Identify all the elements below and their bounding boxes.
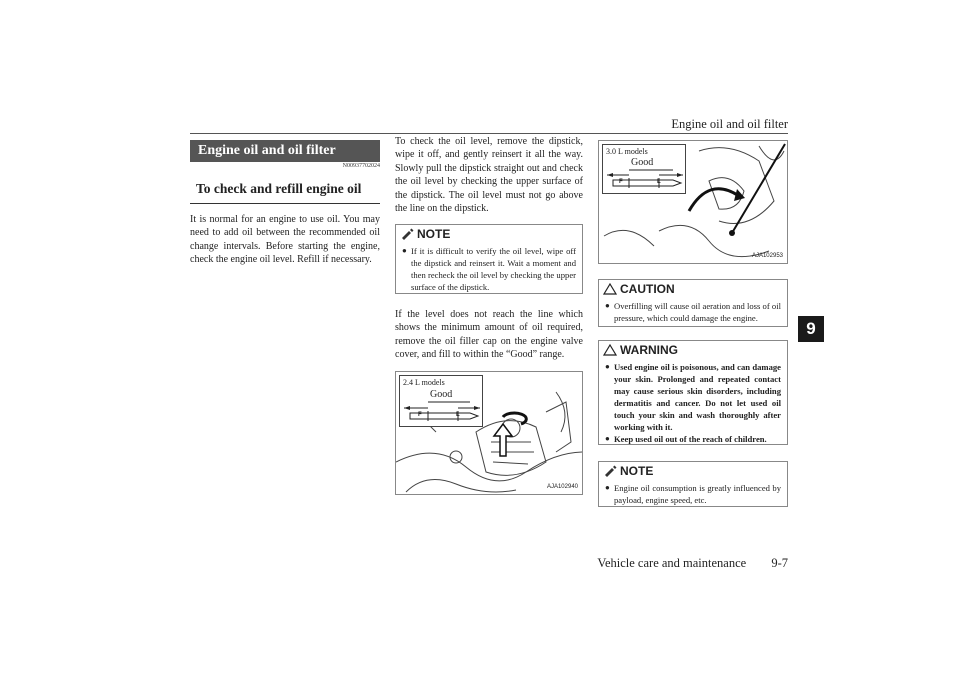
note-box-consumption	[598, 461, 788, 507]
dipstick-icon	[603, 145, 687, 195]
dipstick-inset: 3.0 L models Good F L	[602, 144, 686, 194]
bullet-icon: ●	[605, 483, 610, 492]
engine-figure-2-4l	[395, 371, 583, 495]
figure-code: AJA102953	[751, 253, 783, 259]
note-pencil-icon	[400, 228, 414, 240]
note-item: ● Engine oil consumption is greatly influenced by payload, engine speed, etc.	[605, 483, 781, 505]
low-mark: L	[657, 179, 661, 185]
note-title: NOTE	[417, 227, 451, 241]
subheading: To check and refill engine oil	[190, 176, 380, 204]
dipstick-inset: 2.4 L models Good F L	[399, 375, 483, 427]
dipstick-icon	[400, 376, 484, 428]
engine-figure-3-0l	[598, 140, 788, 264]
bullet-icon: ●	[402, 246, 407, 255]
document-code: N00937702024	[342, 163, 380, 169]
check-paragraph: To check the oil level, remove the dipstick, wipe it off, and gently reinsert it all the way. Slowly pull the dipstick straight out and check the oil level by checking the upper surface of the dipstick. The oil level must not go above the line on the dipstick.	[395, 136, 583, 215]
page-number: 9-7	[771, 556, 788, 570]
caution-item: ● Overfilling will cause oil aeration and loss of oil pressure, which could damage the engine.	[605, 301, 781, 323]
caution-box	[598, 279, 788, 327]
section-title: Engine oil and oil filter	[190, 140, 380, 162]
footer-section: Vehicle care and maintenance	[597, 556, 747, 570]
warning-title: WARNING	[620, 343, 678, 357]
warning-triangle-icon	[603, 344, 617, 356]
note-title: NOTE	[620, 464, 654, 478]
warning-box	[598, 340, 788, 445]
note-item: ● If it is difficult to verify the oil level, wipe off the dipstick and reinsert it. Wait a moment and then recheck the oil level by checking the upper surface of the dipstick.	[402, 246, 576, 292]
intro-paragraph: It is normal for an engine to use oil. You may need to add oil between the recommended oil change intervals. Before starting the engine, check the engine oil level. Refill if necessary.	[190, 214, 380, 266]
bullet-icon: ●	[605, 434, 610, 443]
refill-paragraph: If the level does not reach the line which shows the minimum amount of oil required, remove the oil filler cap on the engine valve cover, and fill to within the “Good” range.	[395, 309, 583, 361]
header-rule	[190, 133, 788, 134]
note-pencil-icon	[603, 465, 617, 477]
bullet-icon: ●	[605, 301, 610, 310]
low-mark: L	[456, 412, 460, 418]
footer	[575, 556, 788, 571]
note-box-dipstick	[395, 224, 583, 294]
full-mark: F	[619, 179, 623, 185]
running-header: Engine oil and oil filter	[671, 117, 788, 131]
warning-item: ● Used engine oil is poisonous, and can damage your skin. Prolonged and repeated contact may cause serious skin disorders, including dermatitis and cancer. Do not let used oil touch your skin and wash thoroughly after working with it.	[605, 362, 781, 432]
full-mark: F	[418, 412, 422, 418]
warning-item: ● Keep used oil out of the reach of children.	[605, 434, 767, 444]
bullet-icon: ●	[605, 362, 610, 371]
caution-title: CAUTION	[620, 282, 675, 296]
caution-triangle-icon	[603, 283, 617, 295]
chapter-tab: 9	[798, 316, 824, 342]
figure-code: AJA102940	[546, 484, 578, 490]
